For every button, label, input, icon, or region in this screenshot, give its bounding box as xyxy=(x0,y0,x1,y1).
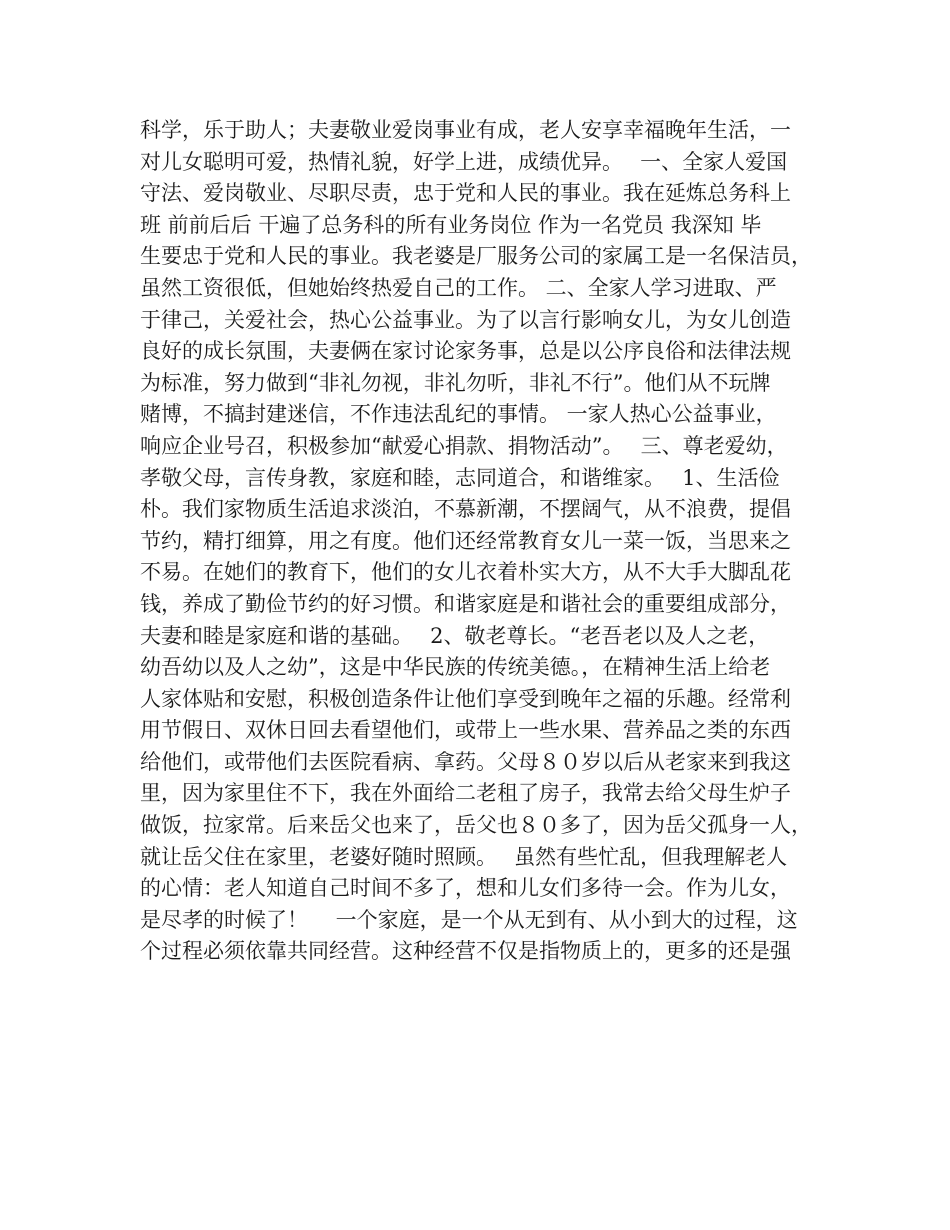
text-line: 钱，养成了勤俭节约的好习惯。和谐家庭是和谐社会的重要组成部分， xyxy=(140,591,791,616)
text-line: 虽然工资很低，但她始终热爱自己的工作。 二、全家人学习进取、严 xyxy=(140,275,777,300)
text-line: 良好的成长氛围，夫妻俩在家讨论家务事，总是以公序良俗和法律法规 xyxy=(140,339,791,364)
text-line: 于律己，关爱社会，热心公益事业。为了以言行影响女儿，为女儿创造 xyxy=(140,307,791,332)
text-line: 为标准，努力做到“非礼勿视，非礼勿听，非礼不行”。他们从不玩牌 xyxy=(140,370,771,395)
text-line: 班 前前后后 干遍了总务科的所有业务岗位 作为一名党员 我深知 毕 xyxy=(140,212,762,237)
text-line: 幼吾幼以及人之幼”，这是中华民族的传统美德。，在精神生活上给老 xyxy=(140,655,771,680)
text-line: 科学，乐于助人；夫妻敬业爱岗事业有成，老人安享幸福晚年生活，一 xyxy=(140,118,791,142)
text-line: 赌博，不搞封建迷信，不作违法乱纪的事情。 一家人热心公益事业， xyxy=(140,402,777,427)
text-line: 夫妻和睦是家庭和谐的基础。 2、敬老尊长。“老吾老以及人之老， xyxy=(140,623,770,648)
text-line: 朴。我们家物质生活追求淡泊，不慕新潮，不摆阔气，从不浪费，提倡 xyxy=(140,497,791,522)
text-line: 节约，精打细算，用之有度。他们还经常教育女儿一菜一饭，当思来之 xyxy=(140,528,791,553)
body-text xyxy=(140,115,830,968)
text-line: 给他们，或带他们去医院看病、拿药。父母８０岁以后从老家来到我这 xyxy=(140,749,791,774)
text-line: 用节假日、双休日回去看望他们，或带上一些水果、营养品之类的东西 xyxy=(140,718,791,743)
text-line: 就让岳父住在家里，老婆好随时照顾。 虽然有些忙乱，但我理解老人 xyxy=(140,844,788,869)
text-line: 孝敬父母，言传身教，家庭和睦，志同道合，和谐维家。 1、生活俭 xyxy=(140,465,780,490)
text-line: 生要忠于党和人民的事业。我老婆是厂服务公司的家属工是一名保洁员， xyxy=(140,244,812,269)
text-line: 个过程必须依靠共同经营。这种经营不仅是指物质上的，更多的还是强 xyxy=(140,939,791,964)
text-line: 对儿女聪明可爱，热情礼貌，好学上进，成绩优异。 一、全家人爱国 xyxy=(140,149,788,174)
text-line: 响应企业号召，积极参加“献爱心捐款、捐物活动”。 三、尊老爱幼， xyxy=(140,433,788,458)
text-line: 不易。在她们的教育下，他们的女儿衣着朴实大方，从不大手大脚乱花 xyxy=(140,560,791,585)
text-line: 是尽孝的时候了！ 一个家庭，是一个从无到有、从小到大的过程，这 xyxy=(140,907,798,932)
text-line: 人家体贴和安慰，积极创造条件让他们享受到晚年之福的乐趣。经常利 xyxy=(140,686,791,711)
text-line: 里，因为家里住不下，我在外面给二老租了房子，我常去给父母生炉子 xyxy=(140,781,791,806)
text-line: 做饭，拉家常。后来岳父也来了，岳父也８０多了，因为岳父孤身一人， xyxy=(140,813,812,838)
text-line: 守法、爱岗敬业、尽职尽责，忠于党和人民的事业。我在延炼总务科上 xyxy=(140,181,791,206)
text-line: 的心情：老人知道自己时间不多了，想和儿女们多待一会。作为儿女， xyxy=(140,876,791,901)
